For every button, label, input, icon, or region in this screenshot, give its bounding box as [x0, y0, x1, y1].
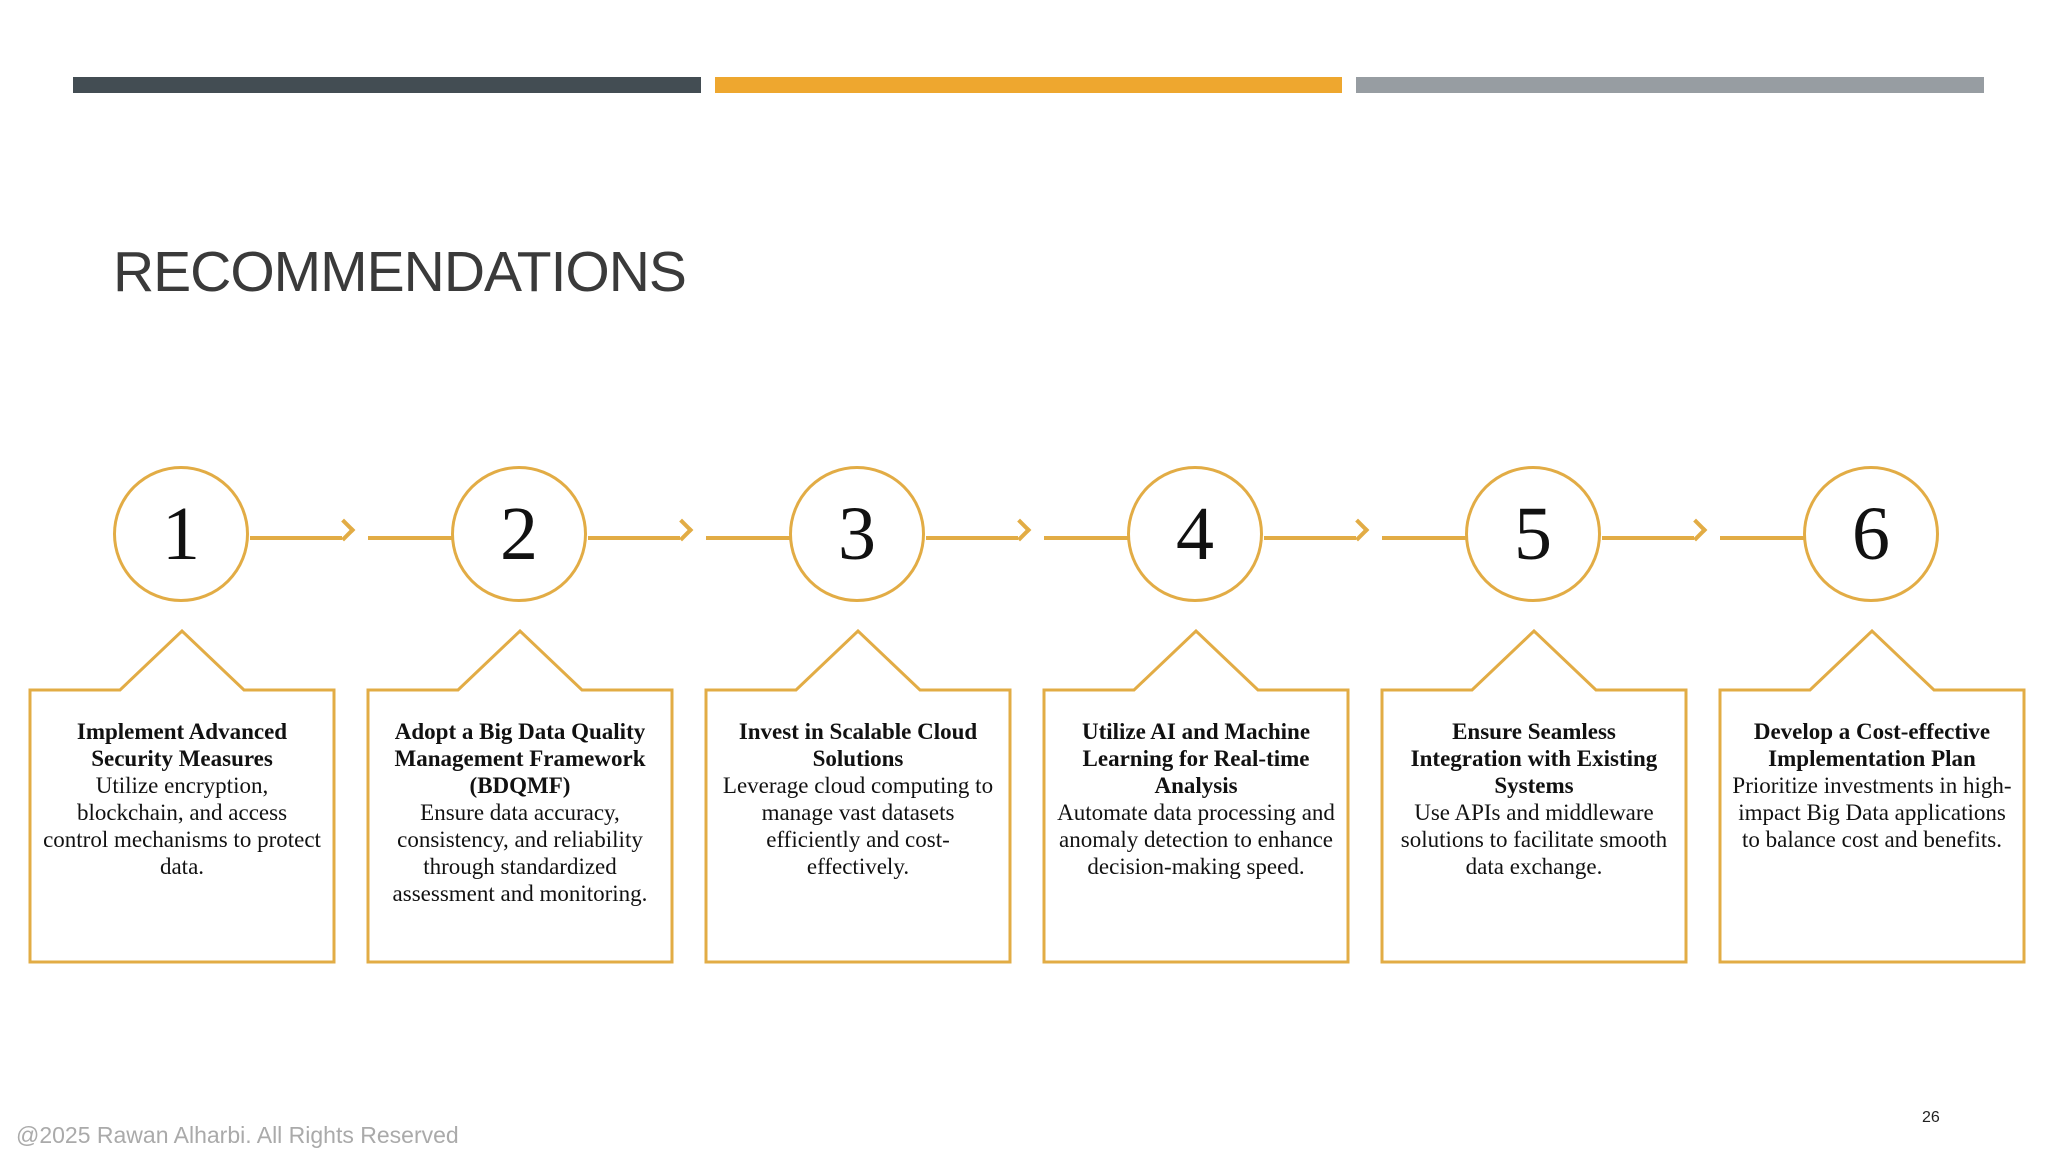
- step-heading: Ensure Seamless Integration with Existing Systems: [1410, 719, 1658, 798]
- step-description: Automate data processing and anomaly detection to enhance decision-making speed.: [1057, 800, 1335, 879]
- step-5-callout: [1380, 629, 1688, 964]
- step-4-callout: [1042, 629, 1350, 964]
- connector-line: [1382, 536, 1466, 540]
- step-description: Use APIs and middleware solutions to facilitate smooth data exchange.: [1400, 800, 1668, 879]
- step-2-circle: 2: [451, 466, 587, 602]
- step-description: Ensure data accuracy, consistency, and reliability through standardized assessment and monitoring.: [392, 800, 648, 906]
- step-heading: Utilize AI and Machine Learning for Real-time Analysis: [1081, 719, 1311, 798]
- callout-body: [1056, 718, 1336, 880]
- step-4-circle: 4: [1127, 466, 1263, 602]
- callout-body: [1394, 718, 1674, 880]
- callout-body: [380, 718, 660, 907]
- connector-line: [1264, 536, 1356, 540]
- connector-line: [926, 536, 1018, 540]
- step-heading: Invest in Scalable Cloud Solutions: [738, 719, 978, 771]
- top-bar-dark: [73, 77, 701, 93]
- connector-line: [368, 536, 452, 540]
- slide-title: RECOMMENDATIONS: [113, 240, 686, 304]
- connector-line: [1044, 536, 1128, 540]
- step-1-circle: 1: [113, 466, 249, 602]
- connector-line: [1720, 536, 1804, 540]
- step-1-callout: [28, 629, 336, 964]
- connector-line: [250, 536, 342, 540]
- connector-line: [1602, 536, 1694, 540]
- step-description: Prioritize investments in high-impact Big Data applications to balance cost and benefits.: [1732, 773, 2012, 852]
- callout-body: [42, 718, 322, 880]
- copyright-footer: @2025 Rawan Alharbi. All Rights Reserved: [16, 1122, 459, 1148]
- step-heading: Develop a Cost-effective Implementation Plan: [1753, 719, 1991, 771]
- connector-line: [706, 536, 790, 540]
- step-6-circle: 6: [1803, 466, 1939, 602]
- step-2-callout: [366, 629, 674, 964]
- step-5-circle: 5: [1465, 466, 1601, 602]
- step-3-callout: [704, 629, 1012, 964]
- connector-line: [588, 536, 680, 540]
- step-heading: Adopt a Big Data Quality Management Framework (BDQMF): [394, 719, 646, 798]
- step-6-callout: [1718, 629, 2026, 964]
- top-bar-gray: [1356, 77, 1984, 93]
- page-number: 26: [1922, 1109, 1940, 1126]
- top-bar-orange: [715, 77, 1342, 93]
- step-description: Leverage cloud computing to manage vast datasets efficiently and cost-effectively.: [722, 773, 994, 879]
- step-description: Utilize encryption, blockchain, and access control mechanisms to protect data.: [43, 773, 321, 879]
- step-3-circle: 3: [789, 466, 925, 602]
- step-heading: Implement Advanced Security Measures: [76, 719, 288, 771]
- callout-body: [1732, 718, 2012, 853]
- callout-body: [718, 718, 998, 880]
